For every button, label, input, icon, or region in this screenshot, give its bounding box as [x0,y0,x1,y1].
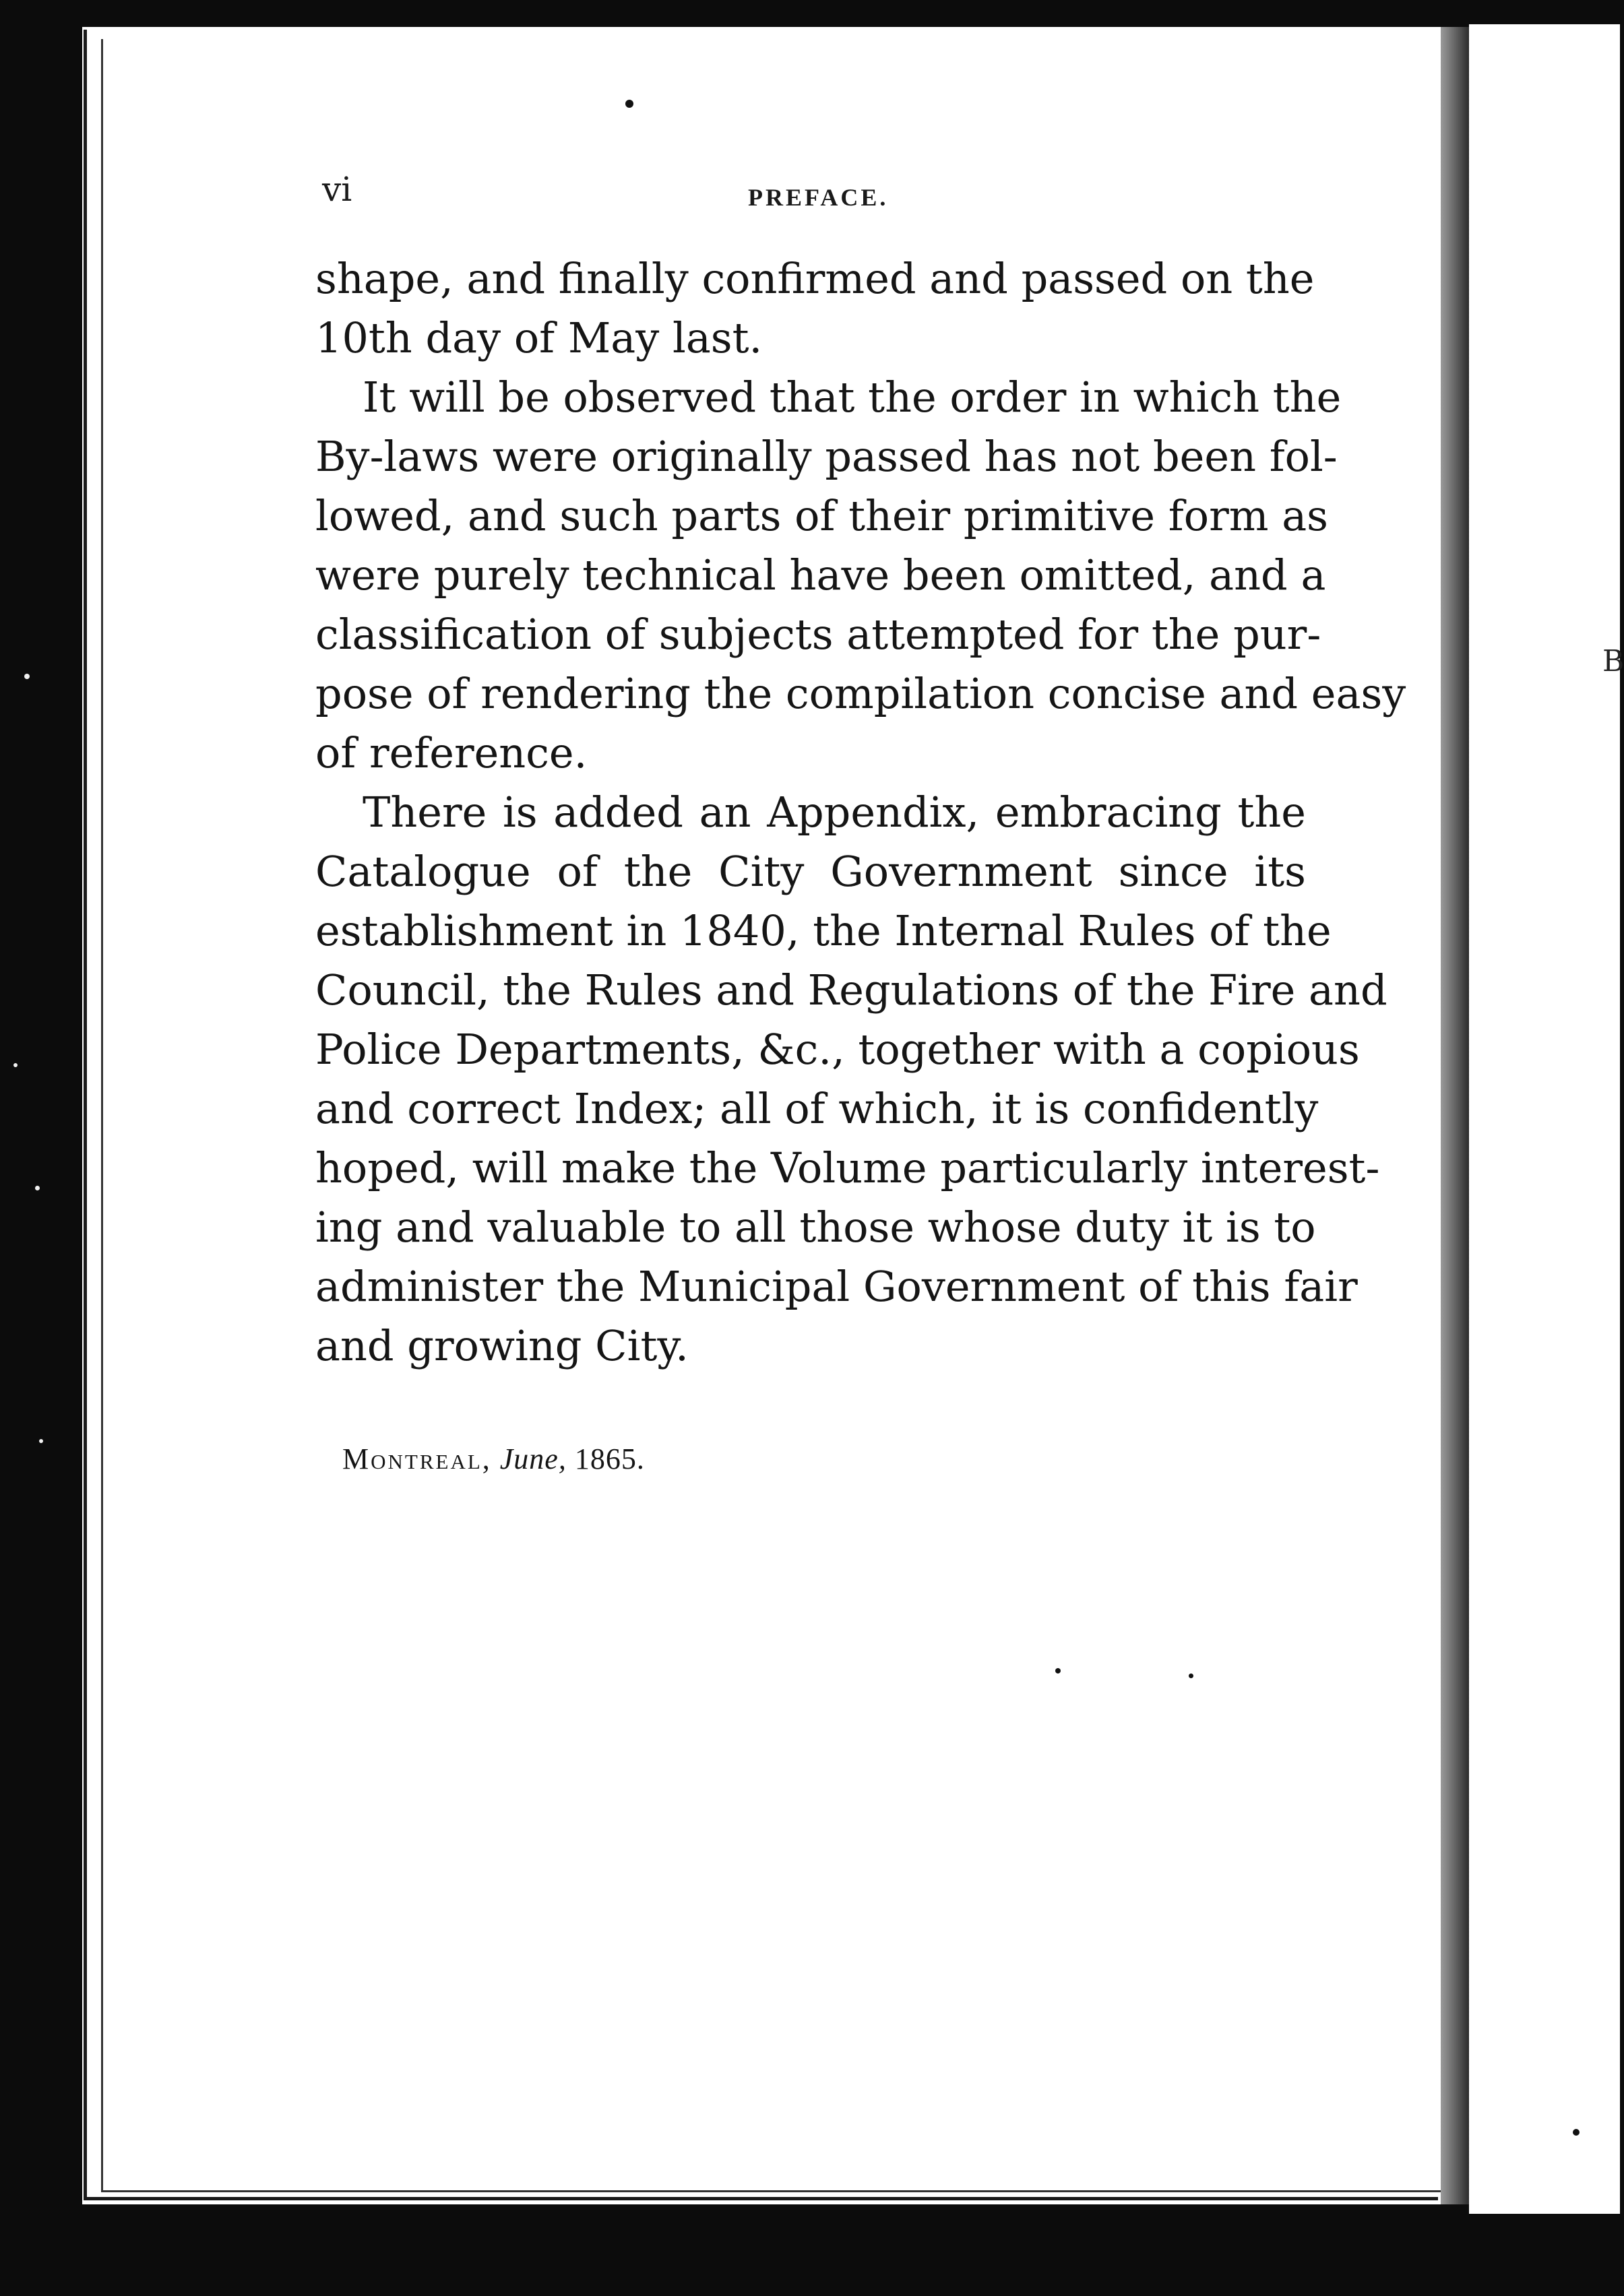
facing-page-letter: B [1602,644,1624,678]
text-line: lowed, and such parts of their primitive form as [315,491,1328,540]
facing-page [1469,24,1620,2214]
dust-speck [35,1186,40,1190]
text-line: shape, and finally confirmed and passed on the [315,254,1315,303]
text-line: of reference. [315,728,588,777]
page-number: vi [322,170,352,209]
text-line: and growing City. [315,1321,689,1370]
paragraph-1 [315,249,1315,368]
dust-speck [625,100,633,108]
running-head: PREFACE. [748,184,889,211]
text-line: ing and valuable to all those whose duty it is to [315,1203,1316,1252]
dust-speck [1573,2129,1580,2136]
paragraph-2 [315,368,1406,783]
dateline-month: June, [499,1442,567,1475]
gutter-shadow [1441,27,1469,2204]
dust-speck [24,674,30,679]
text-line: hoped, will make the Volume particularly interest- [315,1143,1380,1192]
dateline-place: Montreal, [342,1442,492,1475]
text-line: establishment in 1840, the Internal Rules of the [315,906,1332,955]
text-line: By-laws were originally passed has not been fol- [315,432,1338,481]
text-line: were purely technical have been omitted, and a [315,550,1326,600]
preface-body [315,249,1406,1376]
text-line: It will be observed that the order in which the [363,373,1342,422]
text-line: and correct Index; all of which, it is confidently [315,1084,1319,1133]
dust-speck [39,1439,43,1443]
text-line: Council, the Rules and Regulations of the Fire and [315,965,1387,1015]
paragraph-3 [315,783,1387,1376]
text-line: pose of rendering the compilation concise and easy [315,669,1406,718]
dateline [342,1442,645,1476]
text-line: There is added an Appendix, embracing the [363,788,1306,837]
dust-speck [1189,1673,1193,1678]
dateline-year: 1865. [574,1442,645,1475]
text-line: 10th day of May last. [315,313,763,362]
text-line: administer the Municipal Government of this fair [315,1262,1358,1311]
text-line: Police Departments, &c., together with a copious [315,1025,1360,1074]
dust-speck [13,1063,18,1067]
text-line: classification of subjects attempted for the pur- [315,610,1321,659]
dust-speck [1055,1668,1061,1673]
text-line: Catalogue of the City Government since its [315,847,1306,896]
